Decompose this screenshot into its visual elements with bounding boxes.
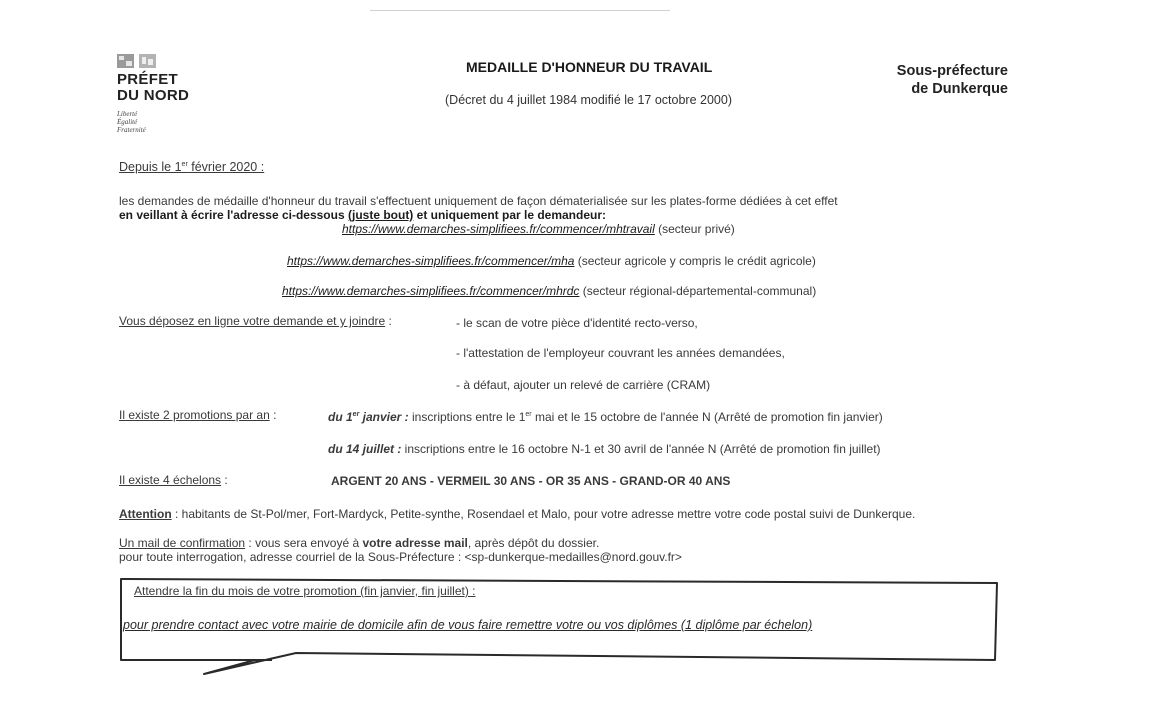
juste-bout-note: (juste bout) xyxy=(347,208,414,222)
confirmation-line1: Un mail de confirmation : vous sera envoyé à votre adresse mail, après dépôt du dossier. xyxy=(119,536,600,550)
confirmation-line2: pour toute interrogation, adresse courriel de la Sous-Préfecture : <sp-dunkerque-medailles@nord.gouv.fr> xyxy=(119,550,682,564)
motto-liberte: Liberté xyxy=(117,110,138,118)
souspref-line2: de Dunkerque xyxy=(911,81,1008,97)
depot-item-releve: - à défaut, ajouter un relevé de carrière (CRAM) xyxy=(456,378,711,392)
confirmation-label: Un mail de confirmation xyxy=(119,536,246,550)
echelons-label: Il existe 4 échelons : xyxy=(119,473,228,487)
link-mhrdc[interactable]: https://www.demarches-simplifiees.fr/commencer/mhrdc xyxy=(282,284,580,298)
link-row-prive: https://www.demarches-simplifiees.fr/commencer/mhtravail (secteur privé) xyxy=(342,222,735,236)
page-title: MEDAILLE D'HONNEUR DU TRAVAIL xyxy=(466,59,713,75)
depot-item-attestation: - l'attestation de l'employeur couvrant les années demandées, xyxy=(456,346,785,360)
souspref-line1: Sous-préfecture xyxy=(896,63,1008,79)
link-mhtravail[interactable]: https://www.demarches-simplifiees.fr/commencer/mhtravail xyxy=(342,222,655,236)
prefet-du-nord-logo xyxy=(117,72,189,104)
depot-label: Vous déposez en ligne votre demande et y joindre : xyxy=(119,314,392,328)
intro-line2: en veillant à écrire l'adresse ci-dessous (juste bout) et uniquement par le demandeur: xyxy=(119,208,607,222)
callout-line1: Attendre la fin du mois de votre promotion (fin janvier, fin juillet) : xyxy=(134,584,476,598)
decret-subtitle: (Décret du 4 juillet 1984 modifié le 17 octobre 2000) xyxy=(445,93,732,107)
motto-fraternite: Fraternité xyxy=(117,126,146,134)
republic-motto xyxy=(117,110,146,134)
depot-item-identite: - le scan de votre pièce d'identité recto-verso, xyxy=(456,316,698,330)
attention-label: Attention xyxy=(119,507,172,521)
motto-egalite: Égalité xyxy=(117,118,138,126)
attention-note: Attention : habitants de St-Pol/mer, Fort-Mardyck, Petite-synthe, Rosendael et Malo, pour votre adresse mettre votre code postal suivi de Dunkerque. xyxy=(119,507,916,521)
promotion-janvier: du 1er janvier : inscriptions entre le 1er mai et le 15 octobre de l'année N (Arrêté de promotion fin janvier) xyxy=(328,410,883,424)
promotion-juillet: du 14 juillet : inscriptions entre le 16 octobre N-1 et 30 avril de l'année N (Arrêté de promotion fin juillet) xyxy=(328,442,881,456)
echelons-value: ARGENT 20 ANS - VERMEIL 30 ANS - OR 35 ANS - GRAND-OR 40 ANS xyxy=(331,474,731,488)
link-row-rdc: https://www.demarches-simplifiees.fr/commencer/mhrdc (secteur régional-départemental-communal) xyxy=(282,284,817,298)
promotion-janvier-date: du 1er janvier : xyxy=(328,410,409,424)
scan-artifact xyxy=(370,10,670,11)
marianne-icon xyxy=(117,54,157,68)
sous-prefecture-label xyxy=(860,62,1008,98)
prefet-line1: PRÉFET xyxy=(117,71,178,88)
prefet-line2: DU NORD xyxy=(117,87,190,104)
promotions-label: Il existe 2 promotions par an : xyxy=(119,408,277,422)
link-row-agricole: https://www.demarches-simplifiees.fr/commencer/mha (secteur agricole y compris le crédit agricole) xyxy=(287,254,816,268)
intro-line1: les demandes de médaille d'honneur du travail s'effectuent uniquement de façon dématerialisée sur les plates-forme dédiées à cet effet xyxy=(119,194,838,208)
intro-heading: Depuis le 1er février 2020 : xyxy=(119,160,265,174)
promotion-juillet-date: du 14 juillet : xyxy=(328,442,402,456)
link-mha[interactable]: https://www.demarches-simplifiees.fr/commencer/mha xyxy=(287,254,575,268)
callout-line2: pour prendre contact avec votre mairie de domicile afin de vous faire remettre votre ou vos diplômes (1 diplôme par échelon) xyxy=(123,618,813,632)
